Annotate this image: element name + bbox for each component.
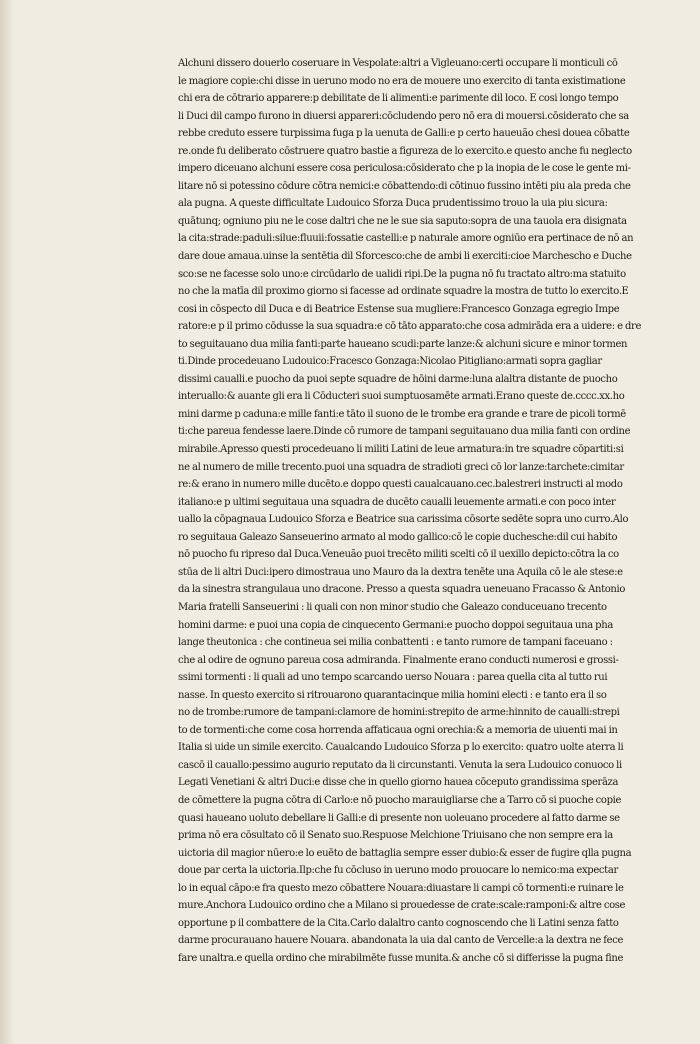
text-line: chi era de cōtrario apparere:p debilitate de li alimenti:e parimente dil loco. E cosi longo tempo xyxy=(178,93,619,105)
text-line: quasi haueano uoluto debellare li Galli:e di presente non uoleuano procedere al fatto darme se xyxy=(178,812,620,824)
text-line: mirabile.Apresso questi procedeuano li militi Latini de leue armatura:in tre squadre cōpartiti:si xyxy=(178,444,624,456)
text-line: Maria fratelli Sanseuerini : li quali con non minor studio che Galeazo conduceuano trecento xyxy=(178,601,607,613)
text-line: re:& erano in numero mille ducēto.e doppo questi caualcauano.cec.balestreri instructi al modo xyxy=(178,479,623,491)
text-line: re.onde fu deliberato cōstruere quatro bastie a figureza de lo exercito.e questo anche fu neglecto xyxy=(178,145,632,157)
text-line: ratore:e p il primo cōdusse la sua squadra:e cō tāto apparato:che cosa admirāda era a uidere: e dre xyxy=(178,321,642,333)
text-line: Legati Venetiani & altri Duci:e disse che in quello giorno hauea cōceputo grandissima sperāza xyxy=(178,777,619,789)
text-line: prima nō era cōsultato cō il Senato suo.Respuose Melchione Triuisano che non sempre era la xyxy=(178,830,613,842)
text-line: le magiore copie:chi disse in ueruno modo no era de mouere uno exercito di tanta existimatione xyxy=(178,75,626,87)
text-line: italiano:e p ultimi seguitaua una squadra de ducēto caualli leuemente armati.e con poco inter xyxy=(178,496,616,508)
text-line: Italia si uide un simile exercito. Caualcando Ludouico Sforza p lo exercito: quatro uolte aterra li xyxy=(178,742,624,754)
text-line: rebbe creduto essere turpissima fuga p la uenuta de Galli:e p certo haueuão chesi douea cōbatte xyxy=(178,128,630,140)
text-line: ala pugna. A queste difficultate Ludouico Sforza Duca prudentissimo trouo la uia piu sicura: xyxy=(178,198,608,210)
text-line: cascō il cauallo:pessimo augurio reputato da li circunstanti. Venuta la sera Ludouico conuoco li xyxy=(178,759,622,771)
text-line: interuallo:& auante gli era li Cōducteri suoi sumptuosamēte armati.Erano queste de.cccc.xx.ho xyxy=(178,391,625,403)
text-line: uallo la cōpagnaua Ludouico Sforza e Beatrice sua carissima cōsorte sedēte sopra uno curro.Alo xyxy=(178,514,629,526)
text-line: lange theutonica : che contineua sei milia conbattenti : e tanto rumore de tampani faceuano : xyxy=(178,637,613,649)
text-line: lo in equal cāpo:e fra questo mezo cōbattere Nouara:diuastare li campi cō tormenti:e ruinare le xyxy=(178,882,624,894)
text-line: ne al numero de mille trecento.puoi una squadra de stradioti greci cō lor lanze:tarchete:cimitar xyxy=(178,461,624,473)
text-line: to de tormenti:che come cosa horrenda affaticaua ogni orechia:& a memoria de uiuenti mai in xyxy=(178,724,618,736)
text-line: li Duci dil campo furono in diuersi appareri:cōcludendo pero nō era di mouersi.cōsiderato che sa xyxy=(178,110,629,122)
text-line: ro seguitaua Galeazo Sanseuerino armato al modo gallico:cō le copie duchesche:dil cui habito xyxy=(178,531,618,543)
text-line: ssimi tormenti : li quali ad uno tempo scarcando uerso Nouara : parea quella cita al tutto rui xyxy=(178,672,608,684)
text-line: cosi in cōspecto dil Duca e di Beatrice Estense sua mugliere:Francesco Gonzaga egregio Impe xyxy=(178,303,620,315)
text-line: quātunq; ogniuno piu ne le cose daltri che ne le sue sia saputo:sopra de una tauola era disignata xyxy=(178,215,627,227)
text-line: ti:che pareua fendesse laere.Dinde cō rumore de tampani seguitauano dua milia fanti con ordine xyxy=(178,426,631,438)
text-line: la cita:strade:paduli:silue:fluuii:fossatie castelli:e p naturale amore ogniūo era pertinace de nō an xyxy=(178,233,634,245)
text-line: Alchuni dissero douerlo coseruare in Vespolate:altri a Vigleuano:certi occupare li monticuli cō xyxy=(178,58,618,69)
text-line: doue par certa la uictoria.Ilp:che fu cōcluso in ueruno modo prouocare lo nemico:ma expectar xyxy=(178,865,618,877)
text-line: opportune p il combattere de la Cita.Carlo dalaltro canto cognoscendo che li Latini senza fatto xyxy=(178,917,619,929)
text-line: da la sinestra strangulaua uno dracone. Presso a questa squadra ueneuano Fracasso & Antonio xyxy=(178,584,626,596)
text-line: no che la matīa dil proximo giorno si facesse ad ordinate squadre la mostra de tutto lo exercito.E xyxy=(178,286,629,298)
text-line: de cōmettere la pugna cōtra di Carlo:e nō puocho marauigliarse che a Tarro cō si puoche copie xyxy=(178,794,622,806)
text-line: mini darme p caduna:e mille fanti:e tāto il suono de le trombe era grande e trare de picoli tormē xyxy=(178,408,626,420)
text-line: uictoria dil magior nūero:e lo euēto de battaglia sempre esser dubio:& esser de fugire qlla pugna xyxy=(178,847,632,859)
text-line: to seguitauano dua milia fanti:parte haueano scudi:parte lanze:& alchuni sicure e minor tormen xyxy=(178,338,628,350)
text-line: dare doue amaua.uinse la sentētia dil Sforcesco:che de ambi li exerciti:cioe Marchescho e Duche xyxy=(178,251,632,263)
text-line: homini darme: e puoi una copia de cinquecento Germani:e puocho doppoi seguitaua una pha xyxy=(178,619,613,631)
text-line: mure.Anchora Ludouico ordino che a Milano si prouedesse de crate:scale:ramponi:& altre cose xyxy=(178,900,626,912)
text-line: sco:se ne facesse solo uno:e circūdarlo de ualidi ripi.De la pugna nō fu tractato altro:ma statuito xyxy=(178,268,626,280)
text-line: darme procurauano hauere Nouara. abandonata la uia dal canto de Vercelle:a la dextra ne fece xyxy=(178,935,624,947)
text-line: no de trombe:rumore de tampani:clamore de homini:strepito de arme:hinnito de caualli:strepi xyxy=(178,707,620,719)
text-line: che al odire de ognuno pareua cosa admiranda. Finalmente erano conducti numerosi e grossi- xyxy=(178,654,619,666)
text-line: fare unaltra.e quella ordino che mirabilmēte fusse munita.& anche cō si differisse la pugna fine xyxy=(178,952,624,964)
text-line: nasse. In questo exercito si ritrouarono quarantacinque milia homini electi : e tanto era il so xyxy=(178,689,607,701)
text-line: nō puocho fu ripreso dal Duca.Veneuão puoi trecēto militi scelti cō il uexillo depicto:cōtra la co xyxy=(178,549,619,561)
body-text-block xyxy=(178,55,646,967)
text-line: dissimi caualli.e puocho da puoi septe squadre de hōini darme:luna alaltra distante de puocho xyxy=(178,373,618,385)
text-line: litare nō si potessino cōdure cōtra nemici:e cōbattendo:di cōtinuo fussino intēti piu ala preda che xyxy=(178,180,631,192)
text-line: ti.Dinde procedeuano Ludouico:Fracesco Gonzaga:Nicolao Pitigliano:armati sopra gagliar xyxy=(178,356,602,368)
page-edge-shadow xyxy=(0,0,14,1044)
text-line: stūa de li altri Duci:ipero dimostraua uno Mauro da la dextra tenēte una Aquila cō le ale stese:e xyxy=(178,566,623,578)
text-line: impero diceuano alchuni essere cosa periculosa:cōsiderato che p la inopia de le cose le gente mi- xyxy=(178,163,631,175)
